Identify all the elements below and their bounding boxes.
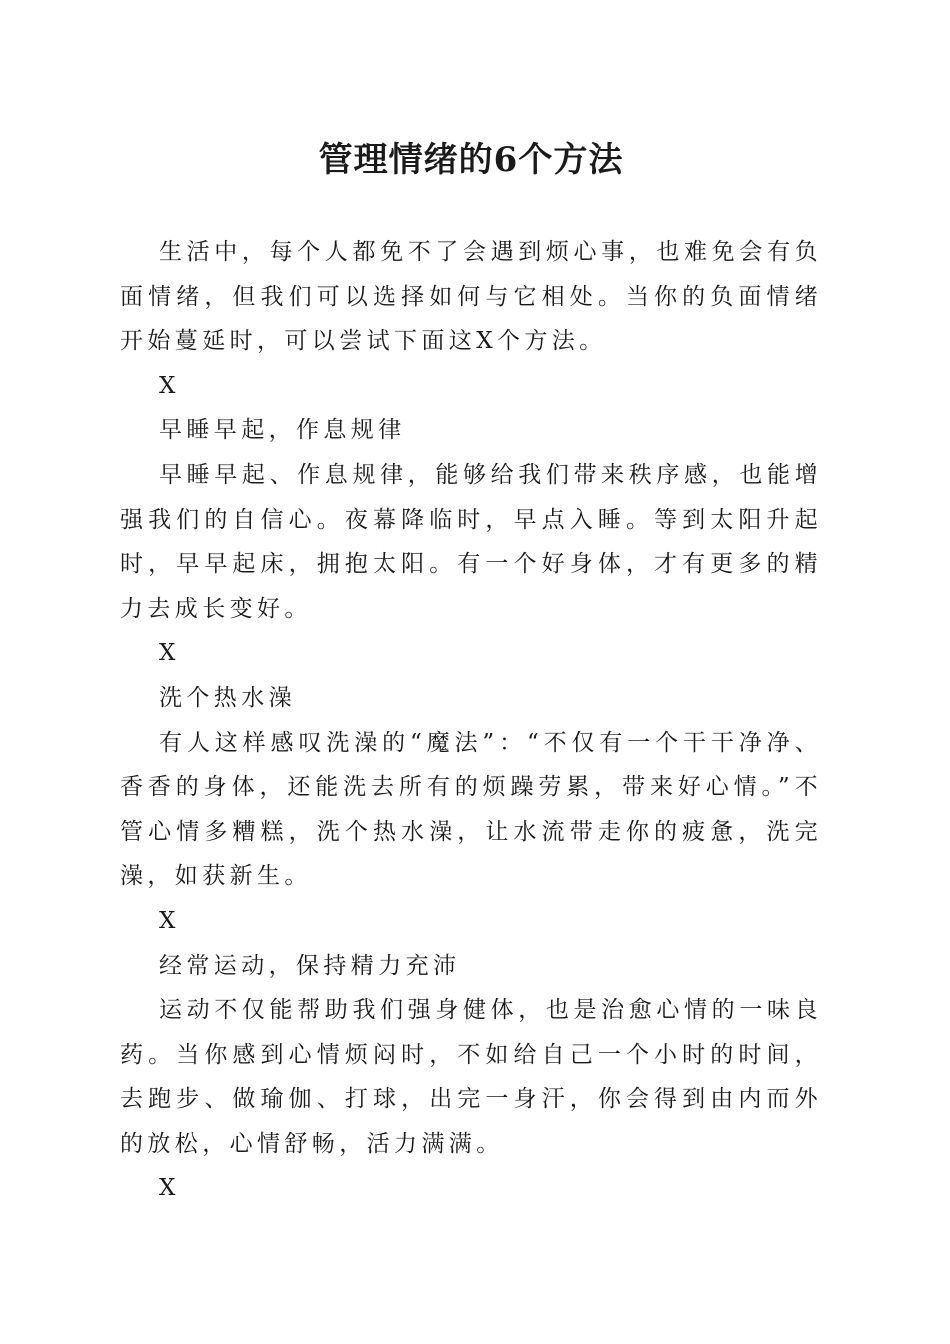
section-paragraph: 运动不仅能帮助我们强身健体，也是治愈心情的一味良药。当你感到心情烦闷时，不如给自己一个小时的时间，去跑步、做瑜伽、打球，出完一身汗，你会得到由内而外的放松，心情舒畅，活力满满。 <box>120 997 822 1157</box>
document-body <box>120 230 822 1211</box>
intro-paragraph: 生活中，每个人都免不了会遇到烦心事，也难免会有负面情绪，但我们可以选择如何与它相处。当你的负面情绪开始蔓延时，可以尝试下面这X个方法。 <box>120 239 822 355</box>
section-paragraph: 早睡早起、作息规律，能够给我们带来秩序感，也能增强我们的自信心。夜幕降临时，早点入睡。等到太阳升起时，早早起床，拥抱太阳。有一个好身体，才有更多的精力去成长变好。 <box>120 461 822 622</box>
section-heading: 经常运动，保持精力充沛 <box>159 952 461 979</box>
section-marker: X <box>159 372 176 399</box>
section-heading: 洗个热水澡 <box>159 684 296 711</box>
section-heading: 早睡早起，作息规律 <box>159 417 406 444</box>
section-marker: X <box>159 1175 176 1202</box>
section-paragraph: 有人这样感叹洗澡的“魔法”：“不仅有一个干干净净、香香的身体，还能洗去所有的烦躁劳累，带来好心情。”不管心情多糟糕，洗个热水澡，让水流带走你的疲惫，洗完澡，如获新生。 <box>120 729 822 890</box>
document-title: 管理情绪的6个方法 <box>318 140 624 180</box>
section-marker: X <box>159 640 176 667</box>
section-marker: X <box>159 907 176 934</box>
